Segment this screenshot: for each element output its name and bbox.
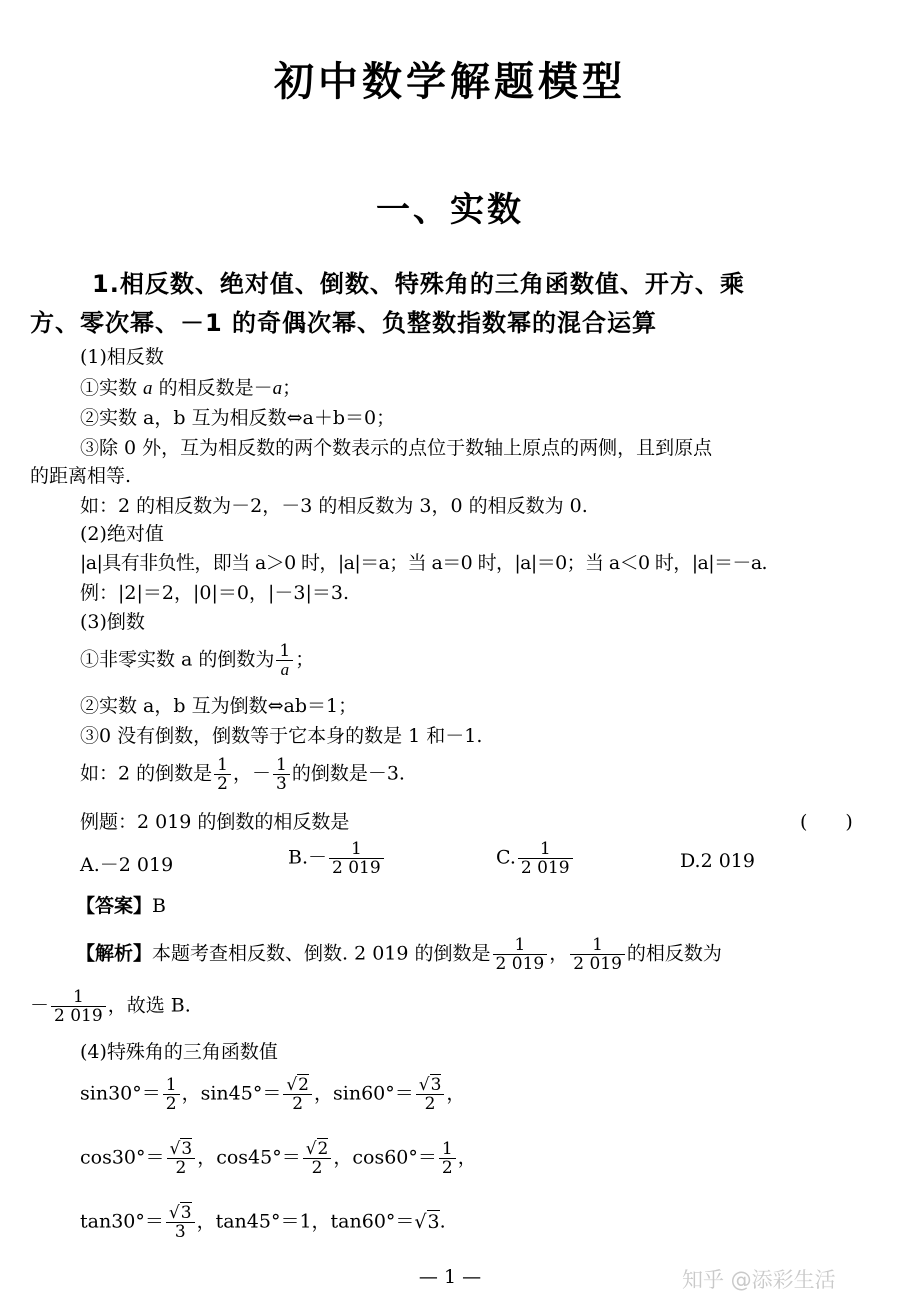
sqrt-symbol: √3 [169,1139,193,1159]
fraction-num: 1 [592,935,603,955]
analysis-fraction-1 [493,936,548,973]
analysis-line-2-text: ，故选 B. [107,994,191,1017]
option-b-prefix: B.－ [288,846,328,869]
opposite-item-2: ②实数 a，b 互为相反数⇔a＋b＝0； [80,407,396,429]
reciprocal-example-text-3: 的倒数是－3. [291,762,405,785]
reciprocal-example-fraction-2 [273,756,290,793]
cos45-label: ，cos45°＝ [197,1146,301,1169]
option-b [288,840,386,877]
cos30-value [167,1140,196,1177]
opposite-item-1-text-a: ①实数 [80,377,144,399]
fraction-den: 2 019 [329,858,384,877]
analysis-text-1: 本题考查相反数、倒数. 2 019 的倒数是 [152,942,491,965]
sqrt-symbol: √2 [286,1075,309,1095]
reciprocal-heading: (3)倒数 [80,611,145,633]
answer-line [76,894,166,918]
sqrt-symbol: √3 [168,1203,192,1223]
opposite-item-3-line1: ③除 0 外，互为相反数的两个数表示的点位于数轴上原点的两侧，且到原点 [80,437,713,459]
sin60-value [416,1076,445,1113]
option-c-fraction [518,840,573,877]
reciprocal-item-2: ②实数 a，b 互为倒数⇔ab＝1； [80,695,358,717]
absolute-heading: (2)绝对值 [80,523,164,545]
radicand: 3 [427,1210,440,1233]
tan30-label: tan30°＝ [80,1210,164,1233]
cos60-value [439,1140,456,1177]
fraction-num: 1 [72,987,84,1007]
fraction-num [167,1140,196,1158]
option-d: D.2 019 [680,850,755,872]
analysis-sep: ， [549,942,569,965]
fraction-num: 1 [165,1075,177,1095]
sin45-label: ，sin45°＝ [181,1082,282,1105]
section-heading-line2: 方、零次幂、－1 的奇偶次幂、负整数指数幂的混合运算 [30,309,658,337]
fraction-den: 2 019 [570,954,625,973]
reciprocal-item-1-text: ①非零实数 a 的倒数为 [80,648,275,671]
opposite-item-1-text-b: 的相反数是－ [152,377,273,399]
answer-bracket: ( ) [800,811,853,833]
sqrt-symbol: √2 [305,1139,329,1159]
trig-cos-row [80,1140,477,1177]
sin-row-comma: ， [446,1082,466,1105]
absolute-rule: |a|具有非负性，即当 a＞0 时，|a|＝a；当 a＝0 时，|a|＝0；当 a＜0 时，|a|＝－a. [80,552,767,574]
radicand: 2 [317,1139,329,1159]
tan30-value [166,1204,195,1241]
reciprocal-example-text-2: ，－ [232,762,271,785]
analysis-fraction-2 [570,936,625,973]
answer-value: B [152,895,166,917]
absolute-example: 例：|2|＝2，|0|＝0，|－3|＝3. [80,582,349,604]
analysis-line-2-prefix: － [30,994,50,1017]
radicand: 3 [430,1075,442,1095]
fraction-den: 2 [163,1094,180,1113]
fraction-den: 2 [303,1158,332,1177]
page-number: — 1 — [418,1266,482,1288]
fraction-den: 3 [273,774,290,793]
fraction-den: 2 [439,1158,456,1177]
fraction-den: 2 [416,1094,445,1113]
radicand: 3 [181,1139,193,1159]
reciprocal-example-fraction-1 [214,756,231,793]
option-c-prefix: C. [496,846,516,869]
cos45-value [303,1140,332,1177]
fraction-num: 1 [539,839,551,859]
sin30-value [163,1076,180,1113]
radicand: 2 [298,1075,309,1095]
fraction-num: 1 [441,1139,453,1159]
watermark: 知乎 @添彩生活 [682,1268,836,1292]
tan-row-period: . [439,1210,446,1233]
tan60-sqrt: √3 [414,1210,440,1233]
answer-label: 【答案】 [76,895,153,917]
opposite-heading: (1)相反数 [80,346,164,368]
trig-tan-row [80,1204,446,1241]
fraction-num [166,1204,195,1222]
option-c [496,840,575,877]
sin60-label: ，sin60°＝ [314,1082,414,1105]
cos-row-comma: ， [457,1146,477,1169]
fraction-num: 1 [275,755,287,775]
sqrt-symbol: √3 [418,1075,442,1095]
opposite-item-1-text-c: ； [282,377,302,399]
reciprocal-fraction-den: a [276,660,293,679]
opposite-item-1 [80,376,301,401]
option-b-fraction [329,840,384,877]
fraction-num [303,1140,332,1158]
fraction-num: 1 [514,935,526,955]
fraction-num [416,1076,445,1094]
question-stem: 例题：2 019 的倒数的相反数是 [80,811,350,833]
opposite-item-1-var2: a [272,378,283,399]
fraction-den: 2 [167,1158,196,1177]
radicand: 3 [180,1203,192,1223]
opposite-example: 如：2 的相反数为－2，－3 的相反数为 3，0 的相反数为 0. [80,495,588,517]
fraction-den: 3 [166,1222,195,1241]
fraction-num: 1 [350,839,362,859]
analysis-label: 【解析】 [76,942,153,965]
trig-heading: (4)特殊角的三角函数值 [80,1041,278,1063]
fraction-den: 2 019 [493,954,548,973]
analysis-line-1 [76,936,722,973]
fraction-num [283,1076,312,1094]
analysis-text-2: 的相反数为 [626,942,722,965]
reciprocal-item-3: ③0 没有倒数，倒数等于它本身的数是 1 和－1. [80,725,483,747]
cos30-label: cos30°＝ [80,1146,165,1169]
fraction-den: 2 019 [518,858,573,877]
trig-sin-row [80,1076,465,1113]
fraction-den: 2 [283,1094,312,1113]
option-a: A.－2 019 [80,854,174,876]
sin30-label: sin30°＝ [80,1082,161,1105]
reciprocal-example [80,756,405,793]
fraction-den: 2 [214,774,231,793]
fraction-num: 1 [217,755,228,775]
section-heading-line1: 1.相反数、绝对值、倒数、特殊角的三角函数值、开方、乘 [92,270,745,298]
analysis-fraction-3 [51,988,106,1025]
cos60-label: ，cos60°＝ [333,1146,437,1169]
reciprocal-fraction-num: 1 [279,641,291,661]
reciprocal-fraction [276,642,293,679]
chapter-heading: 一、实数 [376,190,524,230]
reciprocal-item-1-end: ； [295,648,315,671]
opposite-item-1-var: a [143,378,153,399]
opposite-item-3-line2: 的距离相等. [30,465,132,487]
fraction-den: 2 019 [51,1006,106,1025]
reciprocal-example-text-1: 如：2 的倒数是 [80,762,213,785]
reciprocal-item-1 [80,642,314,679]
sin45-value [283,1076,312,1113]
analysis-line-2 [30,988,191,1025]
document-title: 初中数学解题模型 [274,59,626,105]
tan45-tan60-label: ，tan45°＝1，tan60°＝ [196,1210,415,1233]
